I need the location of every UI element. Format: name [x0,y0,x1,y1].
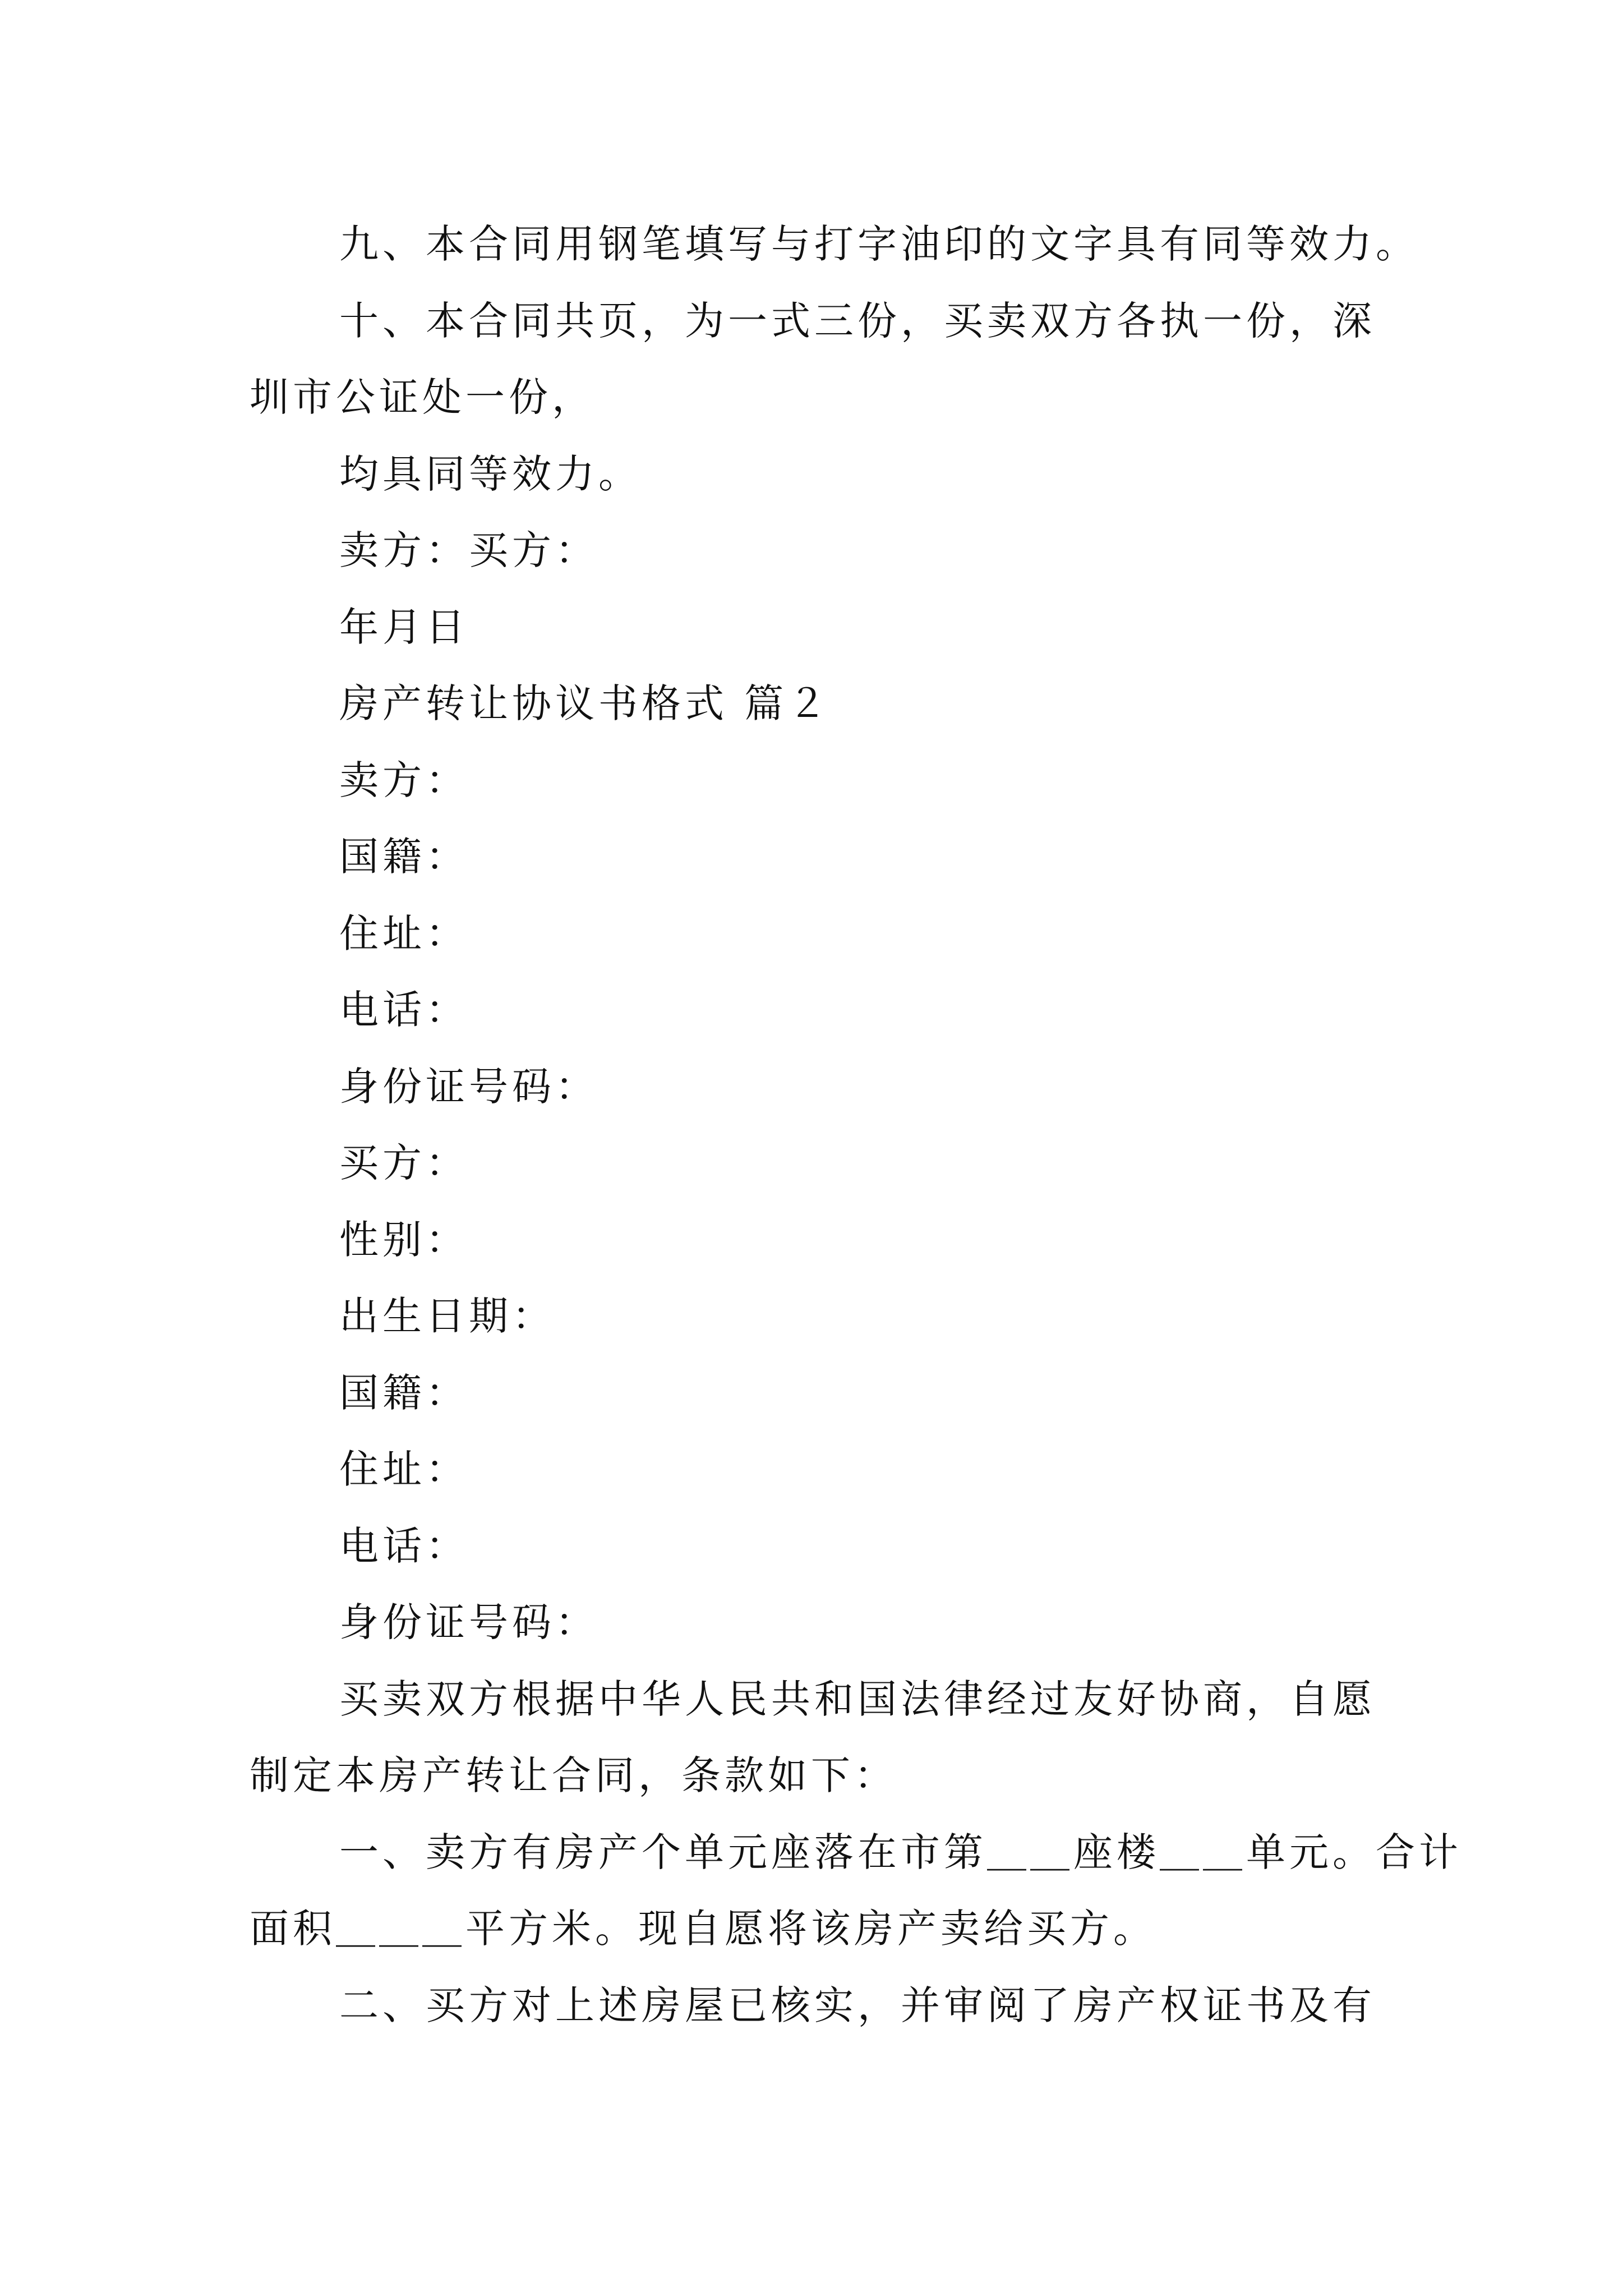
seller-phone-label: 电话： [339,987,469,1033]
preamble-line-1: 买卖双方根据中华人民共和国法律经过友好协商，自愿 [339,1676,1376,1722]
section-title: 房产转让协议书格式 篇２ [339,680,831,726]
date-line: 年月日 [339,604,469,650]
buyer-birthdate-label: 出生日期： [339,1293,555,1339]
clause-9-line: 九、本合同用钢笔填写与打字油印的文字具有同等效力。 [339,221,1419,267]
clause-1-line-1: 一、卖方有房产个单元座落在市第＿＿座楼＿＿单元。合计 [339,1829,1462,1875]
seller-label: 卖方： [339,757,469,803]
seller-id-label: 身份证号码： [339,1064,598,1110]
preamble-line-2: 制定本房产转让合同，条款如下： [250,1752,897,1798]
clause-10-line-2: 圳市公证处一份， [250,374,595,420]
clause-10-line-1: 十、本合同共页，为一式三份，买卖双方各执一份，深 [339,298,1376,344]
seller-nationality-label: 国籍： [339,834,469,880]
buyer-address-label: 住址： [339,1446,469,1492]
buyer-id-label: 身份证号码： [339,1599,598,1645]
signature-parties-line: 卖方：买方： [339,527,598,573]
buyer-gender-label: 性别： [339,1217,469,1263]
buyer-label: 买方： [339,1140,469,1186]
buyer-phone-label: 电话： [339,1523,469,1569]
clause-1-line-2: 面积＿＿＿平方米。现自愿将该房产卖给买方。 [250,1906,1156,1952]
clause-2-line-1: 二、买方对上述房屋已核实，并审阅了房产权证书及有 [339,1982,1376,2028]
clause-10-line-3: 均具同等效力。 [339,451,642,497]
seller-address-label: 住址： [339,910,469,956]
buyer-nationality-label: 国籍： [339,1370,469,1416]
